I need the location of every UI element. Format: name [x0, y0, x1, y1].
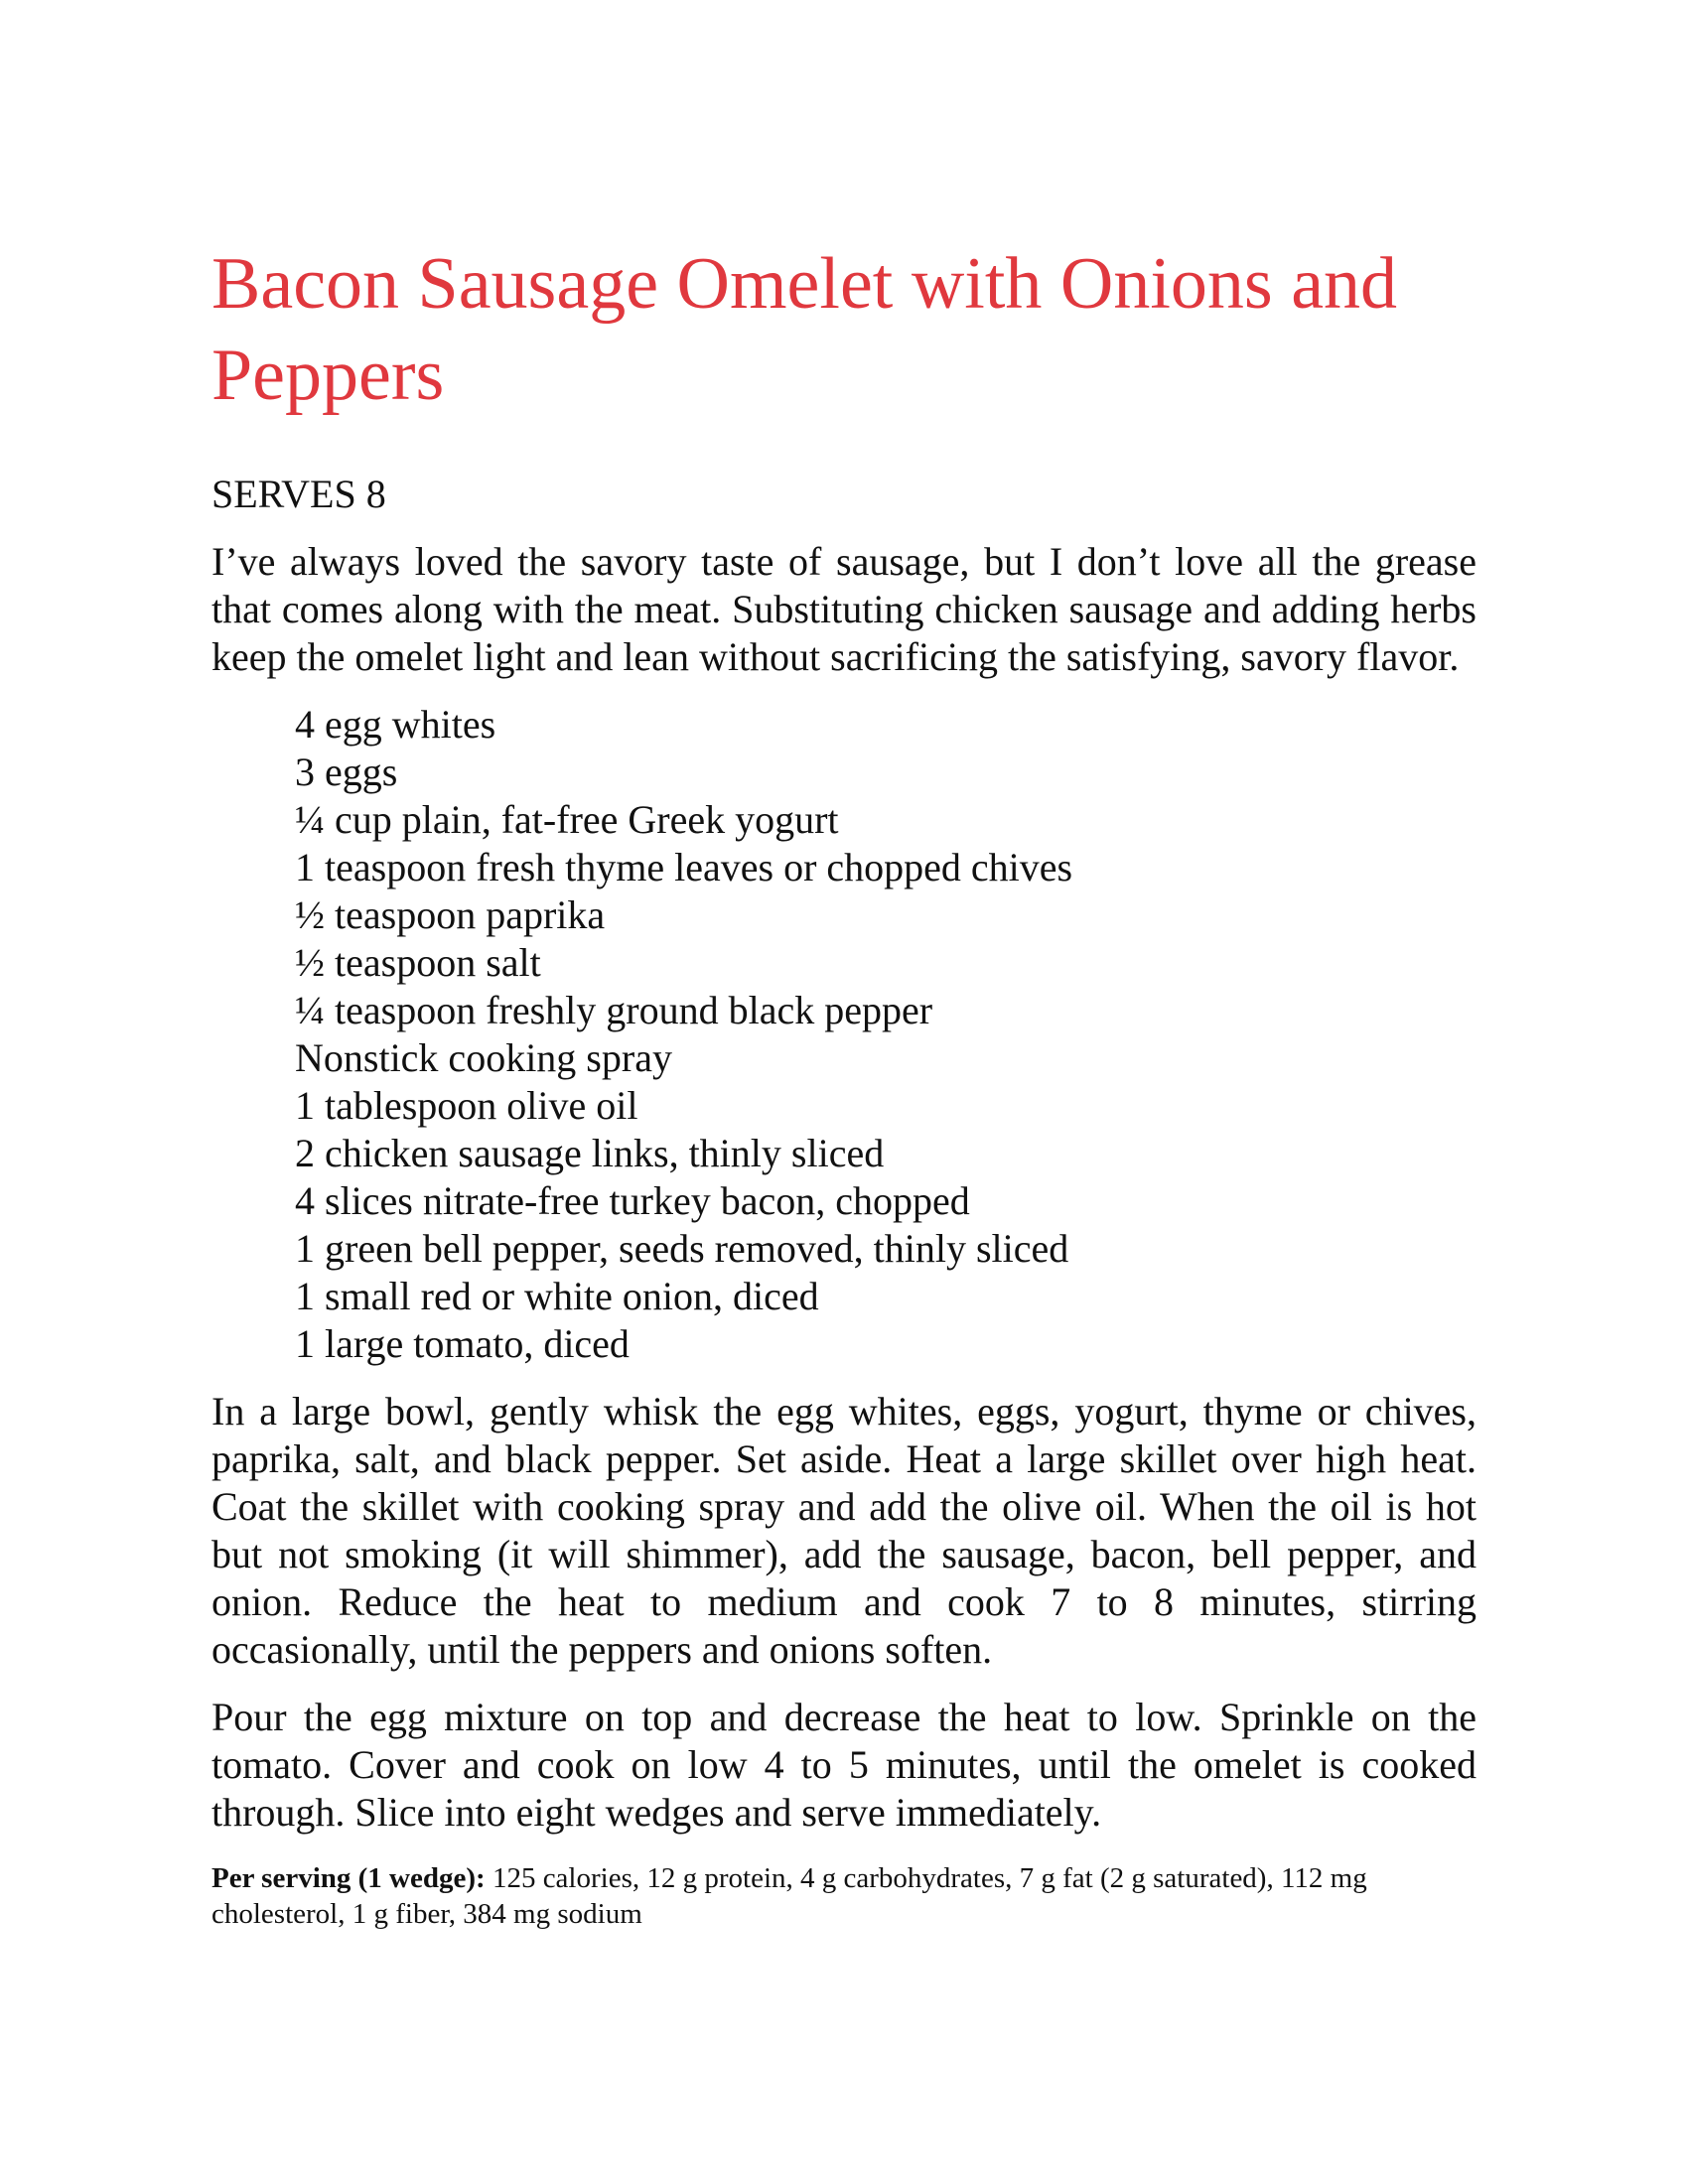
ingredient-item: ¼ cup plain, fat-free Greek yogurt: [295, 797, 839, 842]
ingredient-item: 4 slices nitrate-free turkey bacon, chopped: [295, 1178, 970, 1223]
ingredient-item: Nonstick cooking spray: [295, 1035, 672, 1080]
ingredient-item: ¼ teaspoon freshly ground black pepper: [295, 988, 933, 1032]
ingredient-item: 2 chicken sausage links, thinly sliced: [295, 1131, 885, 1175]
ingredient-item: ½ teaspoon salt: [295, 940, 541, 985]
ingredient-item: 1 tablespoon olive oil: [295, 1083, 638, 1128]
intro-paragraph: I’ve always loved the savory taste of sausage, but I don’t love all the grease that comes along with the meat. Substituting chicken sausage and adding herbs keep the omelet light and lean without sacrificing the satisfying, savory flavor.: [211, 539, 1477, 679]
instruction-step-2: Pour the egg mixture on top and decrease the heat to low. Sprinkle on the tomato. Cover and cook on low 4 to 5 minutes, until the omelet is cooked through. Slice into eight wedges and serve immediately.: [211, 1695, 1477, 1835]
ingredient-item: 3 eggs: [295, 750, 398, 794]
ingredient-item: 1 large tomato, diced: [295, 1321, 630, 1366]
serves-label: SERVES 8: [211, 472, 386, 516]
recipe-page: [211, 238, 1477, 1932]
ingredient-item: 1 teaspoon fresh thyme leaves or chopped chives: [295, 845, 1073, 889]
nutrition-label: Per serving (1 wedge):: [211, 1862, 486, 1894]
ingredients-list: [211, 701, 1477, 1368]
ingredient-item: 1 small red or white onion, diced: [295, 1274, 819, 1318]
instruction-step-1: In a large bowl, gently whisk the egg whites, eggs, yogurt, thyme or chives, paprika, salt, and black pepper. Set aside. Heat a large skillet over high heat. Coat the skillet with cooking spray and add the olive oil. When the oil is hot but not smoking (it will shimmer), add the sausage, bacon, bell pepper, and onion. Reduce the heat to medium and cook 7 to 8 minutes, stirring occasionally, until the peppers and onions soften.: [211, 1389, 1477, 1672]
ingredient-item: 1 green bell pepper, seeds removed, thinly sliced: [295, 1226, 1069, 1271]
ingredient-item: 4 egg whites: [295, 702, 496, 747]
ingredient-item: ½ teaspoon paprika: [295, 892, 606, 937]
nutrition-info: [211, 1860, 1477, 1932]
nutrition-text: 125 calories, 12 g protein, 4 g carbohydrates, 7 g fat (2 g saturated), 112 mg cholesterol, 1 g fiber, 384 mg sodium: [211, 1862, 1367, 1930]
recipe-title: Bacon Sausage Omelet with Onions and Peppers: [211, 243, 1398, 416]
